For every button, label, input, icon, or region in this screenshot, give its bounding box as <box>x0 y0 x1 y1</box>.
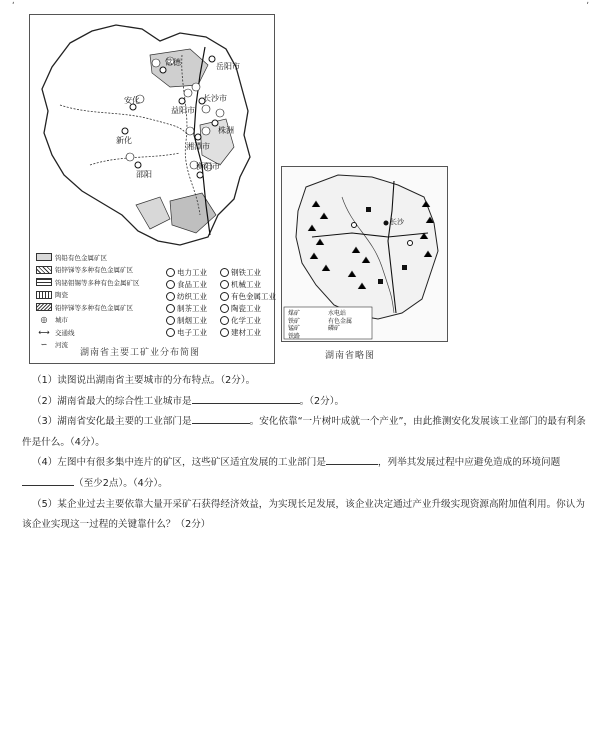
mineral-zone-southwest <box>136 197 170 229</box>
steel-industry-icon <box>220 268 229 277</box>
legend-text: 钢铁工业 <box>231 268 261 277</box>
map-label-shaoyang: 邵阳 <box>136 170 152 179</box>
map-label-xiangtan: 湘潭市 <box>186 142 210 151</box>
city-dot <box>135 162 141 168</box>
chemical-industry-icon <box>220 316 229 325</box>
industry-legend <box>166 267 274 338</box>
city-dot <box>179 98 185 104</box>
legend-text: 陶瓷 <box>55 291 68 300</box>
city-dot <box>122 128 128 134</box>
legend-text: 交通线 <box>55 328 75 337</box>
power-industry-icon <box>166 268 175 277</box>
railway-symbol-icon: ⟷ <box>38 327 50 337</box>
building-materials-industry-icon <box>220 328 229 337</box>
map-label-zhuzhou: 株洲 <box>218 126 234 135</box>
region-legend <box>36 251 164 351</box>
legend-coal: 煤矿 <box>288 310 301 317</box>
legend-text: 铅锌锑等多种有色金属矿区 <box>55 303 133 312</box>
machinery-industry-icon <box>220 280 229 289</box>
question-2-text: （2）湖南省最大的综合性工业城市是 <box>32 395 192 407</box>
legend-text: 铅锌锑等多种有色金属矿区 <box>55 266 133 275</box>
legend-text: 化学工业 <box>231 316 261 325</box>
legend-swatch <box>36 266 52 274</box>
question-4-tail: （至少2点）。（4分）。 <box>74 477 168 489</box>
answer-blank[interactable] <box>326 453 378 465</box>
legend-text: 城市 <box>55 316 68 325</box>
legend-text: 机械工业 <box>231 280 261 289</box>
answer-blank[interactable] <box>22 474 74 486</box>
map-label-yiyang: 益阳市 <box>171 106 195 115</box>
legend-text: 有色金属工业 <box>231 292 276 301</box>
answer-blank[interactable] <box>192 412 250 424</box>
legend-text: 食品工业 <box>177 280 207 289</box>
legend-text: 制烟工业 <box>177 316 207 325</box>
mine-symbol <box>352 223 357 228</box>
map-label-changsha: 长沙 <box>390 218 404 226</box>
city-dot <box>209 56 215 62</box>
legend-text: 纺织工业 <box>177 292 207 301</box>
legend-railway: 铁路 <box>288 332 301 340</box>
river-symbol-icon: ∽ <box>40 340 48 350</box>
question-2 <box>22 392 588 413</box>
legend-iron: 铁矿 <box>288 317 301 325</box>
corner-mark-right: ʹ <box>586 2 589 12</box>
textile-industry-icon <box>166 292 175 301</box>
legend-nonferrous: 有色金属 <box>328 317 353 325</box>
legend-text: 陶瓷工业 <box>231 304 261 313</box>
legend-swatch <box>36 278 52 286</box>
city-dot <box>384 221 389 226</box>
left-figure-caption: 湖南省主要工矿业分布简图 <box>80 348 201 358</box>
question-4 <box>22 453 588 494</box>
question-3 <box>22 412 588 453</box>
legend-text: 钨铅有色金属矿区 <box>55 253 107 262</box>
map-label-xinhua: 新化 <box>116 136 132 145</box>
legend-swatch <box>36 253 52 261</box>
question-list <box>22 371 588 536</box>
legend-text: 建材工业 <box>231 328 261 337</box>
map-label-changsha: 长沙市 <box>203 94 227 103</box>
right-figure-caption: 湖南省略图 <box>325 351 376 361</box>
corner-mark-left: ʹ <box>12 2 15 12</box>
mine-symbol <box>402 265 407 270</box>
city-dot <box>195 134 201 140</box>
question-3-tail: 。安化依靠“一片树叶成就一个产业”，由此推测安化发展该工业部门的最有利条件是什么。（4分）。 <box>22 416 586 448</box>
legend-text: 钨铋钼锡等多种有色金属矿区 <box>55 278 140 287</box>
legend-hydropower: 水电站 <box>328 310 347 317</box>
legend-text: 河流 <box>55 341 68 350</box>
sketch-legend <box>288 310 370 340</box>
question-1: （1）读图说出湖南省主要城市的分布特点。（2分）。 <box>32 375 256 386</box>
legend-text: 电子工业 <box>177 328 207 337</box>
map-label-anhua: 安化 <box>124 96 140 105</box>
map-label-changde: 常德 <box>165 58 181 67</box>
answer-blank[interactable] <box>192 392 300 404</box>
legend-swatch <box>36 303 52 311</box>
question-4-middle: ，列举其发展过程中应避免造成的环境问题 <box>377 457 561 469</box>
industry-map-figure <box>29 14 275 364</box>
legend-manganese: 锰矿 <box>288 325 301 332</box>
legend-swatch <box>36 291 52 299</box>
province-outline <box>296 175 438 319</box>
mine-symbol <box>378 279 383 284</box>
mine-symbol <box>408 241 413 246</box>
food-industry-icon <box>166 280 175 289</box>
hunan-industry-map <box>30 15 274 251</box>
city-symbol-icon: ◎ <box>40 315 48 325</box>
electronics-industry-icon <box>166 328 175 337</box>
question-2-tail: 。（2分）。 <box>299 395 345 407</box>
ceramics-industry-icon <box>220 304 229 313</box>
question-4-text: （4）左图中有很多集中连片的矿区，这些矿区适宜发展的工业部门是 <box>32 457 326 469</box>
question-5: （5）某企业过去主要依靠大量开采矿石获得经济效益，为实现长足发展，该企业决定通过产业升级实现资源高附加值利用。你认为该企业实现这一过程的关键靠什么？（2分） <box>22 498 585 531</box>
question-3-text: （3）湖南省安化最主要的工业部门是 <box>32 416 192 428</box>
legend-text: 制茶工业 <box>177 304 207 313</box>
map-label-hengyang: 衡阳市 <box>196 162 220 171</box>
legend-phosphorus: 磷矿 <box>328 325 341 332</box>
map-label-yueyang: 岳阳市 <box>216 62 240 71</box>
tobacco-industry-icon <box>166 316 175 325</box>
province-sketch-figure <box>281 166 448 342</box>
legend-text: 电力工业 <box>177 268 207 277</box>
mine-symbol <box>366 207 371 212</box>
nonferrous-industry-icon <box>220 292 229 301</box>
city-dot <box>197 172 203 178</box>
tea-industry-icon <box>166 304 175 313</box>
